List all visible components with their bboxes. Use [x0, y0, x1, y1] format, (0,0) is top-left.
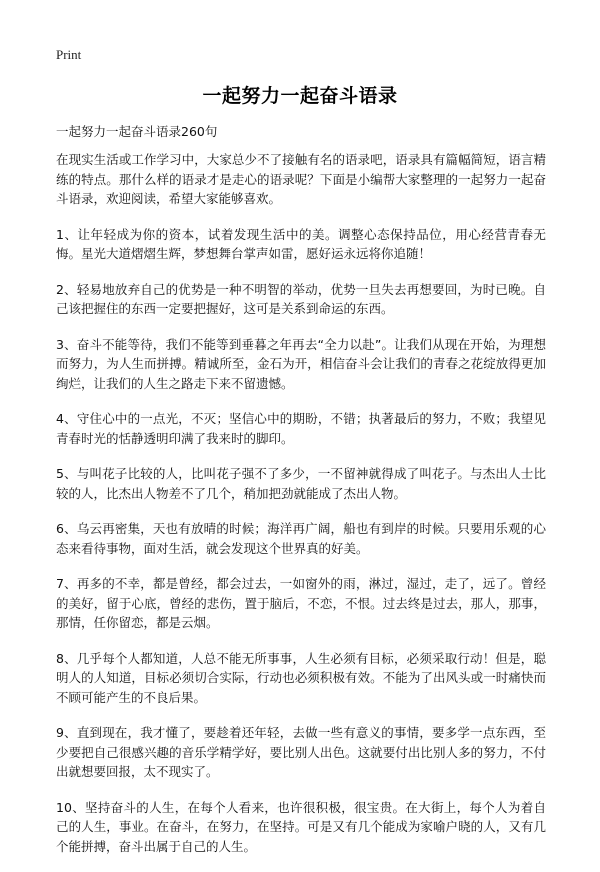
quote-paragraph: 8、几乎每个人都知道，人总不能无所事事，人生必须有目标，必须采取行动！但是，聪明人的人知道，目标必须切合实际，行动也必须积极有效。不能为了出风头或一时痛快而不顾可能产生的不良后果。 [56, 650, 546, 705]
intro-paragraph: 在现实生活或工作学习中，大家总少不了接触有名的语录吧，语录具有篇幅简短，语言精练的特点。那什么样的语录才是走心的语录呢？下面是小编帮大家整理的一起努力一起奋斗语录，欢迎阅读，希望大家能够喜欢。 [56, 152, 546, 206]
quote-paragraph: 3、奋斗不能等待，我们不能等到垂暮之年再去“全力以赴”。让我们从现在开始，为理想而努力，为人生而拼搏。精诚所至，金石为开，相信奋斗会让我们的青春之花绽放得更加绚烂，让我们的人生之路走下来不留遗憾。 [56, 336, 546, 391]
quote-paragraph: 5、与叫花子比较的人，比叫花子强不了多少，一不留神就得成了叫花子。与杰出人士比较的人，比杰出人物差不了几个，稍加把劲就能成了杰出人物。 [56, 466, 546, 501]
quote-paragraph: 2、轻易地放弃自己的优势是一种不明智的举动，优势一旦失去再想要回，为时已晚。自己该把握住的东西一定要把握好，这可是关系到命运的东西。 [56, 281, 546, 316]
article-body [56, 150, 546, 872]
quote-paragraph: 7、再多的不幸，都是曾经，都会过去，一如窗外的雨，淋过，湿过，走了，远了。曾经的美好，留于心底，曾经的悲伤，置于脑后，不恋，不恨。过去终是过去，那人，那事，那情，任你留恋，都是云烟。 [56, 576, 546, 630]
quote-paragraph: 9、直到现在，我才懂了，要趁着还年轻，去做一些有意义的事情，要多学一点东西，至少要把自己很感兴趣的音乐学精学好，要比别人出色。这就要付出比别人多的努力，不付出就想要回报，太不现实了。 [56, 725, 546, 779]
quote-paragraph: 1、让年轻成为你的资本，试着发现生活中的美。调整心态保持品位，用心经营青春无悔。星光大道熠熠生辉，梦想舞台掌声如雷，愿好运永远将你追随！ [56, 226, 546, 261]
quote-paragraph: 6、乌云再密集，天也有放晴的时候；海洋再广阔，船也有到岸的时候。只要用乐观的心态来看待事物，面对生活，就会发现这个世界真的好美。 [56, 521, 546, 556]
print-link[interactable]: Print [56, 47, 82, 62]
page-title: 一起努力一起奋斗语录 [202, 85, 398, 107]
page-subtitle: 一起努力一起奋斗语录260句 [56, 124, 218, 139]
quote-paragraph: 10、坚持奋斗的人生，在每个人看来，也许很积极，很宝贵。在大街上，每个人为着自己的人生，事业。在奋斗，在努力，在坚持。可是又有几个能成为家喻户晓的人，又有几个能拼搏，奋斗出属于自己的人生。 [56, 799, 546, 854]
quote-paragraph: 4、守住心中的一点光，不灭；坚信心中的期盼，不错；执著最后的努力，不败；我望见青春时光的恬静透明印满了我来时的脚印。 [56, 411, 546, 446]
